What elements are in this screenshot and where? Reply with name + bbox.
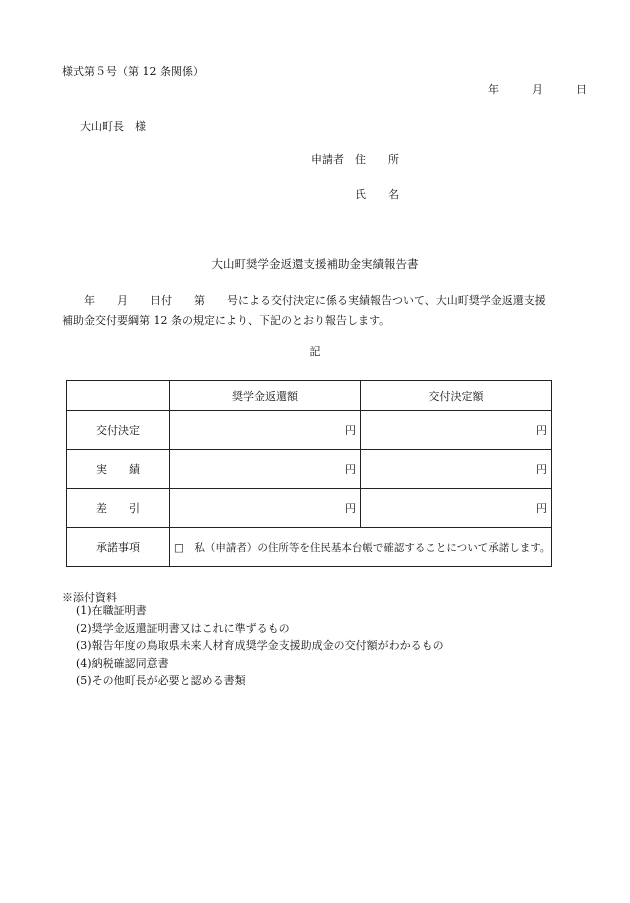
body-line-1: 年 月 日付 第 号による交付決定に係る実績報告ついて、大山町奨学金返還支援 — [62, 294, 546, 307]
date-year: 年 — [488, 83, 499, 96]
amount-cell[interactable]: 円 — [360, 411, 551, 450]
list-item: (3)報告年度の鳥取県未来人材育成奨学金支援助成金の交付額がわかるもの — [76, 639, 444, 652]
form-number: 様式第５号（第 12 条関係） — [62, 65, 204, 78]
addressee: 大山町長 様 — [80, 120, 146, 133]
body-text — [62, 291, 572, 331]
consent-checkbox-text[interactable]: □ 私（申請者）の住所等を住民基本台帳で確認することについて承諾します。 — [170, 528, 552, 567]
date-line — [488, 81, 587, 97]
consent-label: 承諾事項 — [67, 528, 170, 567]
document-title: 大山町奨学金返還支援補助金実績報告書 — [211, 257, 419, 271]
list-item: (5)その他町長が必要と認める書類 — [76, 674, 246, 687]
body-line-2: 補助金交付要綱第 12 条の規定により、下記のとおり報告します。 — [62, 314, 391, 327]
list-item: (2)奨学金返還証明書又はこれに準ずるもの — [76, 621, 290, 635]
attachments-list — [76, 602, 444, 690]
table-row — [67, 489, 552, 528]
col-header-decision: 交付決定額 — [360, 381, 551, 411]
report-table — [66, 380, 552, 567]
row-label: 交付決定 — [67, 411, 170, 450]
list-item: (1)在職証明書 — [76, 604, 147, 617]
amount-cell[interactable]: 円 — [170, 411, 361, 450]
amount-cell[interactable]: 円 — [170, 489, 361, 528]
applicant-name-label: 氏 名 — [355, 188, 399, 201]
list-item: (4)納税確認同意書 — [76, 656, 169, 670]
date-month: 月 — [532, 83, 543, 96]
row-label: 実 績 — [67, 450, 170, 489]
table-row — [67, 411, 552, 450]
amount-cell[interactable]: 円 — [170, 450, 361, 489]
row-label: 差 引 — [67, 489, 170, 528]
table-row — [67, 450, 552, 489]
amount-cell[interactable]: 円 — [360, 489, 551, 528]
table-corner-cell — [67, 381, 170, 411]
col-header-repayment: 奨学金返還額 — [170, 381, 361, 411]
applicant-address-label: 申請者 住 所 — [311, 153, 399, 166]
ki-heading: 記 — [309, 345, 321, 358]
consent-row — [67, 528, 552, 567]
table-header-row — [67, 381, 552, 411]
attachments-title: ※添付資料 — [62, 591, 117, 604]
amount-cell[interactable]: 円 — [360, 450, 551, 489]
date-day: 日 — [576, 83, 587, 96]
